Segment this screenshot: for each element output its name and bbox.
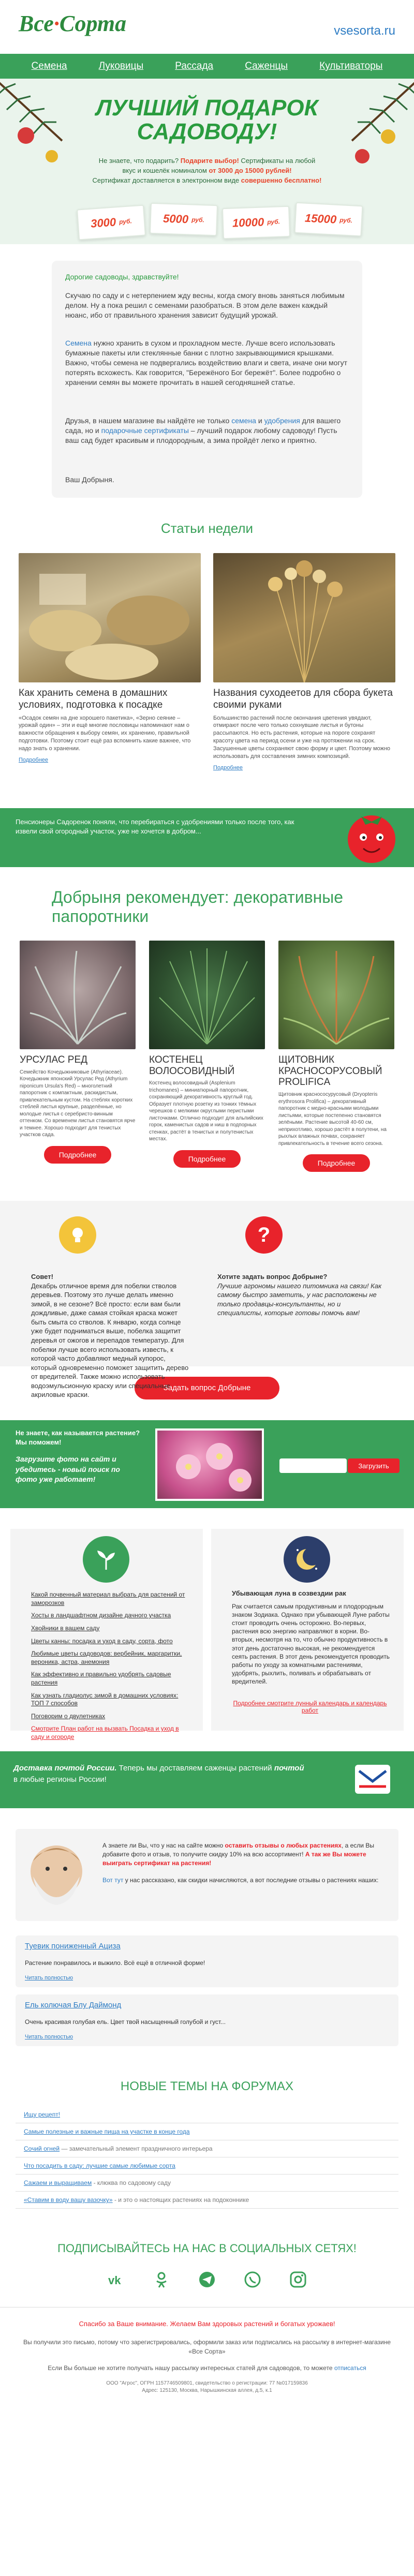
tomato-mascot-icon (341, 798, 403, 870)
useful-link[interactable]: Хвойники в вашем саду (31, 1624, 100, 1632)
seeds-link[interactable]: Семена (65, 339, 92, 347)
forum-row (16, 2106, 398, 2123)
article-title[interactable]: Названия суходеетов для сбора букета своими руками (213, 688, 393, 710)
product-card[interactable] (149, 941, 265, 1172)
fern-products (0, 926, 414, 1172)
review-title[interactable]: Туевик пониженный Ациза (25, 1942, 121, 1951)
footer-reason: Вы получили это письмо, потому что зарегистрировались, оформили заказ или подписались на рассылку в интернет-магазине «Все Сорта» (23, 2338, 391, 2355)
reviews-info-link[interactable]: Вот тут (102, 1877, 124, 1884)
greeting: Дорогие садоводы, здравствуйте! (65, 273, 179, 281)
flower-photo (155, 1428, 264, 1501)
logo-right: Сорта (59, 11, 127, 36)
plant-id-banner (0, 1420, 414, 1508)
useful-link[interactable]: Любимые цветы садоводов: вербейник, маргаритки, вероника, астра, анемония (31, 1650, 182, 1665)
article-image-seeds[interactable] (19, 553, 201, 682)
product-card[interactable] (20, 941, 136, 1172)
hero-banner[interactable] (0, 79, 414, 244)
product-card[interactable] (278, 941, 394, 1172)
ask-question-button[interactable]: Задать вопрос Добрыне (135, 1377, 279, 1399)
useful-link[interactable]: Какой почвенный материал выбрать для растений от заморозков (31, 1591, 185, 1606)
question-icon: ? (245, 1216, 283, 1254)
product-desc: Костенец волосовидный (Asplenium trichomanes) – миниатюрный папоротник, сохраняющий декоративность круглый год. Образует плотную розетку из тонких тёмных черешков с мелкими округлыми перистыми листочками. Отлично подходит для альпийских горок, каменистых садов и ниш в подпорных стенках, растёт в тенистых и полутенистых местах. (149, 1080, 263, 1142)
reviews-promo (16, 1829, 398, 1921)
useful-links-panel (10, 1529, 203, 1740)
nav-cultivators[interactable]: Культиваторы (319, 61, 383, 71)
product-name[interactable]: УРСУЛАС РЕД (20, 1054, 87, 1065)
logo-left: Все (19, 11, 54, 36)
forum-row: Сочий огней — замечательный элемент праздничного интерьера (16, 2140, 398, 2157)
certificate-5000[interactable]: 5000 руб. (150, 203, 218, 236)
advice-section (0, 1201, 414, 1399)
forum-row: Сажаем и выращиваем - клюква по садовому саду (16, 2175, 398, 2192)
delivery-text: Доставка почтой России. Теперь мы доставляем саженцы растений почтой в любые регионы России! (13, 1764, 304, 1784)
social-links (0, 2271, 414, 2288)
nav-seedlings[interactable]: Рассада (175, 61, 214, 71)
article-more-link[interactable]: Подробнее (19, 756, 49, 763)
articles-title: Статьи недели (160, 520, 254, 536)
forum-link[interactable]: Ищу рецепт! (24, 2111, 61, 2119)
delivery-banner[interactable] (0, 1751, 414, 1808)
certificate-3000[interactable]: 3000 руб. (77, 205, 146, 241)
moon-text: Убывающая луна в созвездии рак Рак считается самым продуктивным и плодородным знаком Зодиака. Однако при убывающей Луне работы стоит проводить очень осторожно. Во-первых, растения всю энергию направляют в корни. Во-вторых, несмотря на то, что обычно продуктивность в этот день достаточно высокая, не рекомендуется сеять растения. В этот день рекомендуется проводить работы по уходу за комнатными растениями, удобрять, рыхлить, поливать и обрабатывать от вредителей. (232, 1589, 390, 1686)
articles (0, 553, 414, 772)
forum-row (16, 2123, 398, 2140)
forum-row (16, 2157, 398, 2175)
dried-flowers-icon (213, 553, 395, 682)
useful-link[interactable]: Поговорим о двулетниках (31, 1712, 106, 1720)
nav-seeds[interactable]: Семена (31, 61, 67, 71)
work-plan-link[interactable]: Смотрите План работ на вызвать Посадка и уход в саду и огороде (31, 1725, 179, 1740)
moon-icon (284, 1536, 330, 1583)
gift-certificates-link[interactable]: подарочные сертификаты (101, 426, 189, 435)
product-more-button[interactable]: Подробнее (303, 1154, 370, 1172)
product-name[interactable]: КОСТЕНЕЦ ВОЛОСОВИДНЫЙ (149, 1054, 235, 1077)
banner-text: Пенсионеры Садоренок поняли, что перебираться с удобрениями только после того, как извели свой огородный участок, уже не хочется в добром... (16, 817, 294, 835)
article-desc: Большинство растений после окончания цветения увядают, отмирают после чего только сохнувшие листья и бутоны рассыпаются. Но есть растения, которые на пороге сохранят красоту цвета на период осени и уже на протяжении на срок. Засушенные цветы сохраняют свою форму и цвет. Поэтому можно использовать для составления зимних композиций. (213, 714, 391, 760)
product-desc: Щитовник краснососурусовый (Dryopteris erythrosora Prolifica) – декоративный папоротник с медно-красными молодыми листьями, которые постепенно становятся зелёными. Растение высотой 40-60 см, неприхотливо, хорошо растёт в полутени, на рыхлых влажных почвах, сохраняет привлекательность в течение всего сезона. (278, 1092, 387, 1146)
forum-link[interactable]: Сажаем и выращиваем (24, 2179, 92, 2187)
flower-icon (157, 1431, 264, 1501)
article-title[interactable]: Как хранить семена в домашних условиях, подготовка к посадке (19, 688, 168, 710)
logo[interactable] (19, 10, 126, 37)
forum-topics (16, 2106, 398, 2209)
forum-link[interactable]: Что посадить в саду: лучшие самые любимые сорта (24, 2162, 175, 2170)
useful-link[interactable]: Как эффективно и правильно удобрять садовые растения (31, 1671, 171, 1686)
footer-unsubscribe-text: Если Вы больше не хотите получать нашу рассылку интересных статей для садоводов, то можете отписаться (48, 2364, 366, 2372)
seed-jars-icon (19, 553, 201, 682)
product-image[interactable] (149, 941, 265, 1049)
review-card (16, 1994, 398, 2046)
vk-icon[interactable] (107, 2271, 125, 2288)
useful-links (31, 1591, 193, 1746)
moon-calendar-panel (211, 1529, 404, 1731)
social-title: ПОДПИСЫВАЙТЕСЬ НА НАС В СОЦИАЛЬНЫХ СЕТЯХ! (57, 2242, 357, 2255)
useful-link[interactable]: Хосты в ландшафтном дизайне дачного участка (31, 1612, 171, 1619)
nav-bulbs[interactable]: Луковицы (98, 61, 144, 71)
article-card[interactable] (213, 553, 395, 772)
product-more-button[interactable]: Подробнее (173, 1150, 241, 1168)
upload-button[interactable]: Загрузить (348, 1458, 400, 1473)
intro-paragraph-3: Друзья, в нашем магазине вы найдёте не только семена и удобрения для вашего сада, но и подарочные сертификаты – лучший подарок любому садоводу! Пусть ваш сад будет красивым и плодородным, а зима пройдёт легко и приятно. (65, 416, 341, 444)
fern-icon (149, 941, 265, 1049)
forum-row: «Ставим в воду вашу вазочку» - и это о настоящих растениях на подоконнике (16, 2192, 398, 2209)
photo-upload-input[interactable] (279, 1458, 347, 1473)
fertilizers-link[interactable]: удобрения (264, 416, 300, 425)
fern-icon (20, 941, 136, 1049)
telegram-icon[interactable] (198, 2271, 216, 2288)
footer (0, 2307, 414, 2395)
article-image-bouquet[interactable] (213, 553, 395, 682)
review-read-more[interactable]: Читать полностью (25, 2034, 73, 2041)
site-link[interactable]: vsesorta.ru (334, 24, 395, 38)
intro-paragraph-2: Семена нужно хранить в сухом и прохладном месте. Лучше всего использовать бумажные пакеты или стеклянные банки с плотно закрывающимися крышками. Важно, чтобы семена не подвергались воздействию влаги и света, иначе они могут потерять всхожесть. Как говорится, "Бережёного Бог бережёт". Более подробно о хранении семян вы можете прочитать в нашей сегодняшней статье. (65, 339, 347, 386)
main-nav (0, 54, 414, 79)
forum-link[interactable]: Сочий огней (24, 2145, 60, 2153)
intro-paragraph-1: Скучаю по саду и с нетерпением жду весны, когда смогу вновь заняться любимым делом. Ну а пока решил с семенами разобраться. В этом деле важен каждый нюанс, ибо от правильного хранения зависит будущий урожай. (65, 291, 345, 319)
review-card (16, 1935, 398, 1987)
hero-title: ЛУЧШИЙ ПОДАРОК САДОВОДУ! (96, 95, 318, 145)
lightbulb-icon (59, 1216, 96, 1254)
useful-link[interactable]: Как узнать гладиолус зимой в домашних условиях: ТОП 7 способов (31, 1691, 179, 1707)
certificate-10000[interactable]: 10000 руб. (222, 206, 290, 240)
intro-letter (52, 261, 362, 498)
seeds-link-2[interactable]: семена (231, 416, 256, 425)
whatsapp-icon[interactable] (244, 2271, 261, 2288)
product-name[interactable]: ЩИТОВНИК КРАСНОСОРУСОВЫЙ PROLIFICA (278, 1054, 382, 1088)
product-more-button[interactable]: Подробнее (44, 1146, 111, 1164)
reviews-text: А знаете ли Вы, что у нас на сайте можно оставить отзывы о любых растениях, а если Вы добавите фото и отзыв, то получите скидку 10% на всю ассортимент! А так же Вы можете выиграть сертификат на растения! Вот тут у нас рассказано, как скидки начисляются, а вот последние отзывы о растениях наших: (102, 1842, 379, 1884)
unsubscribe-link[interactable]: отписаться (334, 2364, 366, 2372)
review-title[interactable]: Ель колючая Блу Даймонд (25, 2001, 122, 2010)
useful-link[interactable]: Цветы канны: посадка и уход в саду, сорта, фото (31, 1637, 173, 1645)
quiz-title: Не знаете, как называется растение? Мы поможем! (16, 1429, 140, 1447)
header (0, 0, 414, 54)
forum-link[interactable]: Самые полезные и важные пища на участке в конце года (24, 2128, 190, 2136)
article-more-link[interactable]: Подробнее (213, 764, 243, 771)
product-desc: Семейство Кочедыжниковые (Athyriaceae). Кочедыжник японский Урсулас Ред (Athyrium niponicum Ursula's Red) – многолетний папоротник с компактным, раскидистым, привлекательным кустом. На стеблях коротких стеблей листья крупные, разделённые, но молодые листья с серебристо-винным оттенком. Со временем листья становятся ярче и темнее. Хорошо подходит для тенистых участков сада. (20, 1069, 136, 1138)
forum-title: НОВЫЕ ТЕМЫ НА ФОРУМАХ (120, 2079, 294, 2094)
info-panels (0, 1508, 414, 1740)
sprout-icon (83, 1536, 129, 1583)
logo-dash: · (53, 11, 60, 36)
review-body: Очень красивая голубая ель. Цвет твой насыщенный голубой и густ... (25, 2018, 226, 2026)
certificate-15000[interactable]: 15000 руб. (294, 202, 363, 237)
dobrynya-avatar (23, 1840, 90, 1908)
tip-text: Совет! Декабрь отличное время для побелки стволов деревьев. Поэтому это лучше делать именно зимой, в не сезоне? Всё просто: если вам были дождливые, даже самая стойкая краска может быть смыта со стволов. К январю, когда солнце уже будет подниматься выше, побелка защитит деревья от ожогов и перепадов температур. Для побелки лучше всего использовать известь, к которой часто добавляют медный купорос, который одновременно поможет защитить дерево от вредителей. Также можно использовать водоэмульсионную краску или специальные акриловые краски. (31, 1273, 189, 1399)
review-read-more[interactable]: Читать полностью (25, 1975, 73, 1982)
promo-banner[interactable] (0, 808, 414, 867)
hero-subtitle: Не знаете, что подарить? Подарите выбор! Сертификаты на любой вкус и кошелёк номиналом от 3000 до 15000 рублей! Сертификат доставляется в электронном виде совершенно бесплатно! (92, 157, 322, 184)
footer-thanks: Спасибо за Ваше внимание. Желаем Вам здоровых растений и богатых урожаев! (79, 2320, 335, 2328)
question-text: Хотите задать вопрос Добрыне? Лучшие агрономы нашего питомника на связи! Как самому быстро заметить, у нас расположены не только продавцы-консультанты, но и специалисты, которые готовы помочь вам! (217, 1273, 382, 1317)
signature: Ваш Добрыня. (65, 475, 114, 484)
odnoklassniki-icon[interactable] (153, 2271, 170, 2288)
product-image[interactable] (20, 941, 136, 1049)
fern-icon (278, 941, 394, 1049)
instagram-icon[interactable] (289, 2271, 307, 2288)
nav-saplings[interactable]: Саженцы (245, 61, 288, 71)
article-card[interactable] (19, 553, 201, 772)
product-image[interactable] (278, 941, 394, 1049)
svg-text:vk: vk (108, 2274, 121, 2287)
quiz-subtitle: Загрузите фото на сайт и убедитесь - новый поиск по фото уже работает! (16, 1455, 120, 1484)
recommend-title: Добрыня рекомендует: декоративные папоротники (52, 887, 344, 926)
article-desc: «Осадок семян на дне хорошего пакетика», «Зерно сеяние – урожай один» – эти и ещё многие пословицы напоминают нам о важности обращения к выбору семян, их хранению, правильной подготовки. Поэтому стоит ещё раз вспомнить какие важнее, что надо знать о хранении. (19, 714, 191, 752)
moon-calendar-link[interactable]: Подробнее смотрите лунный календарь и календарь работ (233, 1700, 387, 1715)
certificate-cards (78, 202, 357, 239)
russian-post-icon (352, 1761, 393, 1799)
footer-legal: ООО "Агрос", ОГРН 1157746509801, свидетельство о регистрации: 77 №017159836 Адрес: 125130, Москва, Нарышкинская аллея, д.5, к.1 (106, 2380, 308, 2394)
forum-link[interactable]: «Ставим в воду вашу вазочку» (24, 2196, 113, 2204)
review-body: Растение понравилось и выжило. Всё ещё в отличной форме! (25, 1959, 205, 1967)
